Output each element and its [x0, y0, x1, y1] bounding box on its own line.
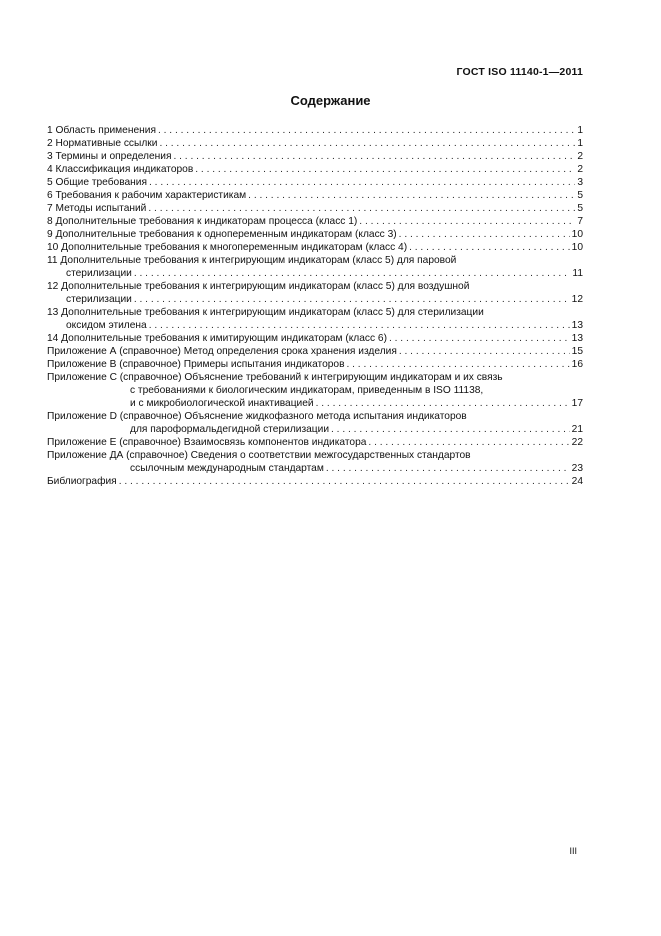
table-of-contents	[47, 124, 583, 488]
toc-leader-dots	[399, 228, 570, 241]
toc-leader-dots	[149, 319, 570, 332]
toc-entry-text: для пароформальдегидной стерилизации	[130, 424, 330, 435]
toc-leader-dots	[359, 215, 575, 228]
toc-leader-dots	[389, 332, 570, 345]
toc-page-number: 16	[571, 359, 583, 370]
toc-page-number: 22	[571, 437, 583, 448]
toc-page-number: 1	[577, 125, 583, 136]
toc-entry[interactable]	[47, 137, 583, 150]
toc-entry-text: стерилизации	[66, 268, 132, 279]
toc-page-number: 2	[577, 164, 583, 175]
toc-entry-text: 8 Дополнительные требования к индикаторам процесса (класс 1)	[47, 216, 358, 227]
toc-entry[interactable]	[47, 358, 583, 371]
toc-entry[interactable]	[47, 150, 583, 163]
toc-entry[interactable]	[47, 475, 583, 488]
toc-entry-text: Приложение С (справочное) Объяснение требований к интегрирующим индикаторам и их связь	[47, 372, 503, 383]
standard-code: ГОСТ ISO 11140-1—2011	[456, 66, 583, 78]
toc-entry-text: 4 Классификация индикаторов	[47, 164, 194, 175]
toc-page-number: 11	[572, 268, 583, 279]
toc-entry[interactable]	[47, 254, 583, 280]
toc-entry-text: стерилизации	[66, 294, 132, 305]
toc-leader-dots	[149, 176, 575, 189]
toc-entry[interactable]	[47, 332, 583, 345]
toc-entry[interactable]	[47, 306, 583, 332]
toc-entry-text: 7 Методы испытаний	[47, 203, 147, 214]
toc-entry-text: 2 Нормативные ссылки	[47, 138, 158, 149]
toc-entry-text: Приложение ДА (справочное) Сведения о соответствии межгосударственных стандартов	[47, 450, 471, 461]
toc-leader-dots	[159, 137, 575, 150]
toc-page-number: 17	[571, 398, 583, 409]
toc-page-number: 2	[577, 151, 583, 162]
toc-leader-dots	[134, 293, 570, 306]
toc-leader-dots	[409, 241, 570, 254]
toc-entry-text: 14 Дополнительные требования к имитирующим индикаторам (класс 6)	[47, 333, 387, 344]
toc-entry[interactable]	[47, 449, 583, 475]
toc-entry-text: 5 Общие требования	[47, 177, 148, 188]
toc-leader-dots	[119, 475, 570, 488]
toc-entry-text: 10 Дополнительные требования к многопеременным индикаторам (класс 4)	[47, 242, 408, 253]
toc-entry[interactable]	[47, 345, 583, 358]
toc-leader-dots	[248, 189, 575, 202]
toc-entry-text: 1 Область применения	[47, 125, 156, 136]
page-number: III	[569, 846, 577, 856]
toc-entry[interactable]	[47, 241, 583, 254]
toc-page-number: 5	[577, 190, 583, 201]
toc-page-number: 10	[571, 229, 583, 240]
toc-entry-text: 9 Дополнительные требования к однопеременным индикаторам (класс 3)	[47, 229, 397, 240]
toc-entry-text: Приложение В (справочное) Примеры испытания индикаторов	[47, 359, 345, 370]
toc-page-number: 10	[571, 242, 583, 253]
toc-page-number: 1	[577, 138, 583, 149]
toc-entry-text: 13 Дополнительные требования к интегрирующим индикаторам (класс 5) для стерилизации	[47, 307, 484, 318]
toc-leader-dots	[158, 124, 575, 137]
toc-leader-dots	[346, 358, 569, 371]
toc-entry[interactable]	[47, 176, 583, 189]
toc-page-number: 23	[571, 463, 583, 474]
toc-entry-text: Приложение А (справочное) Метод определения срока хранения изделия	[47, 346, 397, 357]
toc-entry-text: Библиография	[47, 476, 117, 487]
toc-entry[interactable]	[47, 215, 583, 228]
toc-entry-text: Приложение Е (справочное) Взаимосвязь компонентов индикатора	[47, 437, 367, 448]
toc-leader-dots	[316, 397, 570, 410]
toc-entry-text: 6 Требования к рабочим характеристикам	[47, 190, 247, 201]
toc-entry-text: и с микробиологической инактивацией	[130, 398, 314, 409]
toc-entry-text: 12 Дополнительные требования к интегрирующим индикаторам (класс 5) для воздушной	[47, 281, 470, 292]
toc-leader-dots	[399, 345, 570, 358]
toc-entry[interactable]	[47, 280, 583, 306]
toc-title: Содержание	[290, 93, 371, 108]
toc-page-number: 7	[577, 216, 583, 227]
toc-leader-dots	[331, 423, 570, 436]
toc-entry-text: ссылочным международным стандартам	[130, 463, 324, 474]
toc-page-number: 21	[571, 424, 583, 435]
toc-page-number: 24	[571, 476, 583, 487]
toc-page-number: 13	[571, 333, 583, 344]
toc-entry[interactable]	[47, 189, 583, 202]
toc-entry-text: 3 Термины и определения	[47, 151, 172, 162]
toc-entry[interactable]	[47, 124, 583, 137]
toc-leader-dots	[195, 163, 575, 176]
toc-entry[interactable]	[47, 202, 583, 215]
toc-leader-dots	[134, 267, 571, 280]
toc-page-number: 3	[577, 177, 583, 188]
toc-entry[interactable]	[47, 371, 583, 410]
toc-entry[interactable]	[47, 436, 583, 449]
toc-page-number: 13	[571, 320, 583, 331]
toc-entry-text: с требованиями к биологическим индикаторам, приведенным в ISO 11138,	[130, 385, 484, 396]
toc-entry-text: Приложение D (справочное) Объяснение жидкофазного метода испытания индикаторов	[47, 411, 467, 422]
toc-entry[interactable]	[47, 163, 583, 176]
toc-leader-dots	[148, 202, 575, 215]
toc-leader-dots	[326, 462, 570, 475]
toc-leader-dots	[173, 150, 575, 163]
toc-entry-text: оксидом этилена	[66, 320, 147, 331]
toc-leader-dots	[368, 436, 569, 449]
toc-page-number: 12	[571, 294, 583, 305]
toc-page-number: 15	[571, 346, 583, 357]
toc-entry-text: 11 Дополнительные требования к интегрирующим индикаторам (класс 5) для паровой	[47, 255, 457, 266]
toc-page-number: 5	[577, 203, 583, 214]
toc-entry[interactable]	[47, 410, 583, 436]
toc-entry[interactable]	[47, 228, 583, 241]
